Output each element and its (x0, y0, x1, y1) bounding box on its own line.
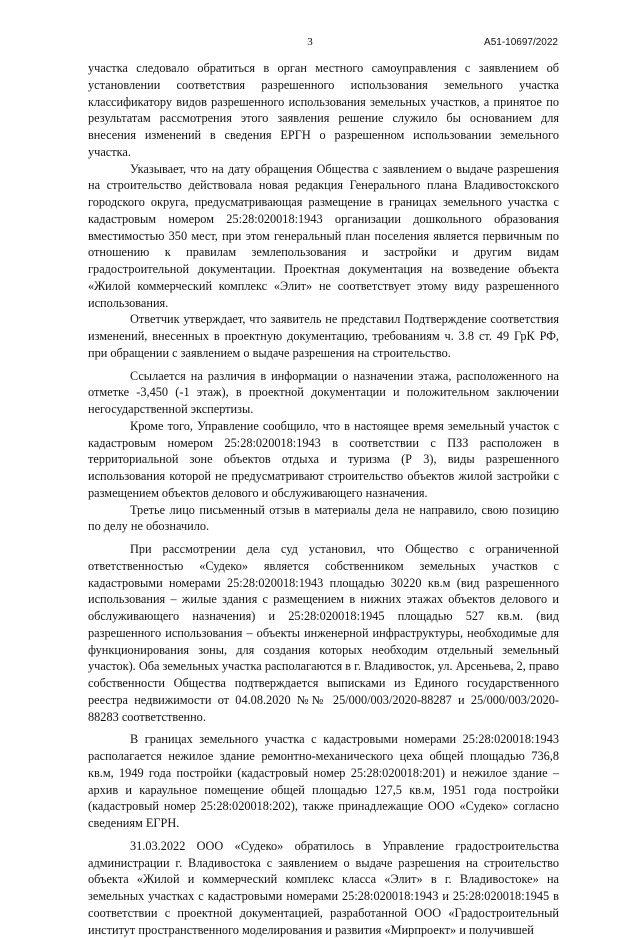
paragraph-application: 31.03.2022 ООО «Судеко» обратилось в Управление градостроительства администрации г. Владивостока с заявлением о выдаче разрешения на строительство объекта «Жилой и коммерческий комплекс класса «Элит» в г. Владивостоке» на земельных участках с кадастровыми номерами 25:28:020018:1943 и 25:28:020018:1945 в соответствии с проектной документацией, разработанной ООО «Градостроительный институт пространственного моделирования и развития «Мирпроект» и получившей (88, 838, 559, 937)
paragraph-court-findings: При рассмотрении дела суд установил, что Общество с ограниченной ответственностью «Судеко» является собственником земельных участков с кадастровыми номерами 25:28:020018:1943 площадью 30220 кв.м (вид разрешенного использования – жилые здания с размещением в нижних этажах объектов делового и обслуживающего назначения) и 25:28:020018:1945 площадью 527 кв.м. (вид разрешенного использования – объекты инженерной инфраструктуры, необходимые для функционирования зоны, для создания которых необходим отдельный земельный участок). Оба земельных участка располагаются в г. Владивосток, ул. Арсеньева, 2, право собственности Общества подтверждается выписками из Единого государственного реестра недвижимости от 04.08.2020 №№ 25/000/003/2020-88287 и 25/000/003/2020-88283 соответственно. (88, 542, 559, 724)
paragraph-continuation: участка следовало обратиться в орган местного самоуправления с заявлением об установлении соответствия разрешенного использования земельного участка классификатору видов разрешенного использования земельных участков, а принятое по результатам рассмотрения этого заявления решение служило бы основанием для внесения изменений в сведения ЕРГН о разрешенном использовании земельного участка. (88, 61, 559, 159)
page-number: 3 (307, 36, 313, 48)
paragraph-defendant-claim: Ответчик утверждает, что заявитель не представил Подтверждение соответствия изменений, внесенных в проектную документацию, требованиям ч. 3.8 ст. 49 ГрК РФ, при обращении с заявлением о выдаче разрешения на строительство. (88, 312, 559, 360)
paragraph-buildings: В границах земельного участка с кадастровыми номерами 25:28:020018:1943 располагается нежилое здание ремонтно-механического цеха общей площадью 736,8 кв.м, 1949 года постройки (кадастровый номер 25:28:020018:201) и нежилое здание – архив и караульное помещение общей площадью 127,5 кв.м, 1951 года постройки (кадастровый номер 25:28:020018:202), также принадлежащие ООО «Судеко» согласно сведениям ЕГРН. (88, 732, 559, 830)
paragraph-general-plan: Указывает, что на дату обращения Общества с заявлением о выдаче разрешения на строительство действовала новая редакция Генерального плана Владивостокского городского округа, предусматривающая размещение в границах земельного участка с кадастровым номером 25:28:020018:1943 организации дошкольного образования вместимостью 350 мест, при этом генеральный план поселения является первичным по отношению к правилам землепользования и застройки и другим видам градостроительной документации. Проектная документация на возведение объекта «Жилой коммерческий комплекс «Элит» не соответствует этому виду разрешенного использования. (88, 161, 559, 310)
case-number: А51-10697/2022 (484, 37, 558, 48)
paragraph-third-party: Третье лицо письменный отзыв в материалы дела не направило, свою позицию по делу не обозначило. (88, 502, 559, 534)
paragraph-zone-info: Кроме того, Управление сообщило, что в настоящее время земельный участок с кадастровым номером 25:28:020018:1943 в соответствии с ПЗЗ расположен в территориальной зоне объектов отдыха и туризма (Р 3), виды разрешенного использования которой не предусматривают строительство объектов жилой застройки с размещением объектов делового и обслуживающего назначения. (88, 418, 559, 500)
document-body (88, 60, 559, 938)
paragraph-floor-discrepancy: Ссылается на различия в информации о назначении этажа, расположенного на отметке -3,450 (-1 этаж), в проектной документации и положительном заключении негосударственной экспертизы. (88, 368, 559, 416)
